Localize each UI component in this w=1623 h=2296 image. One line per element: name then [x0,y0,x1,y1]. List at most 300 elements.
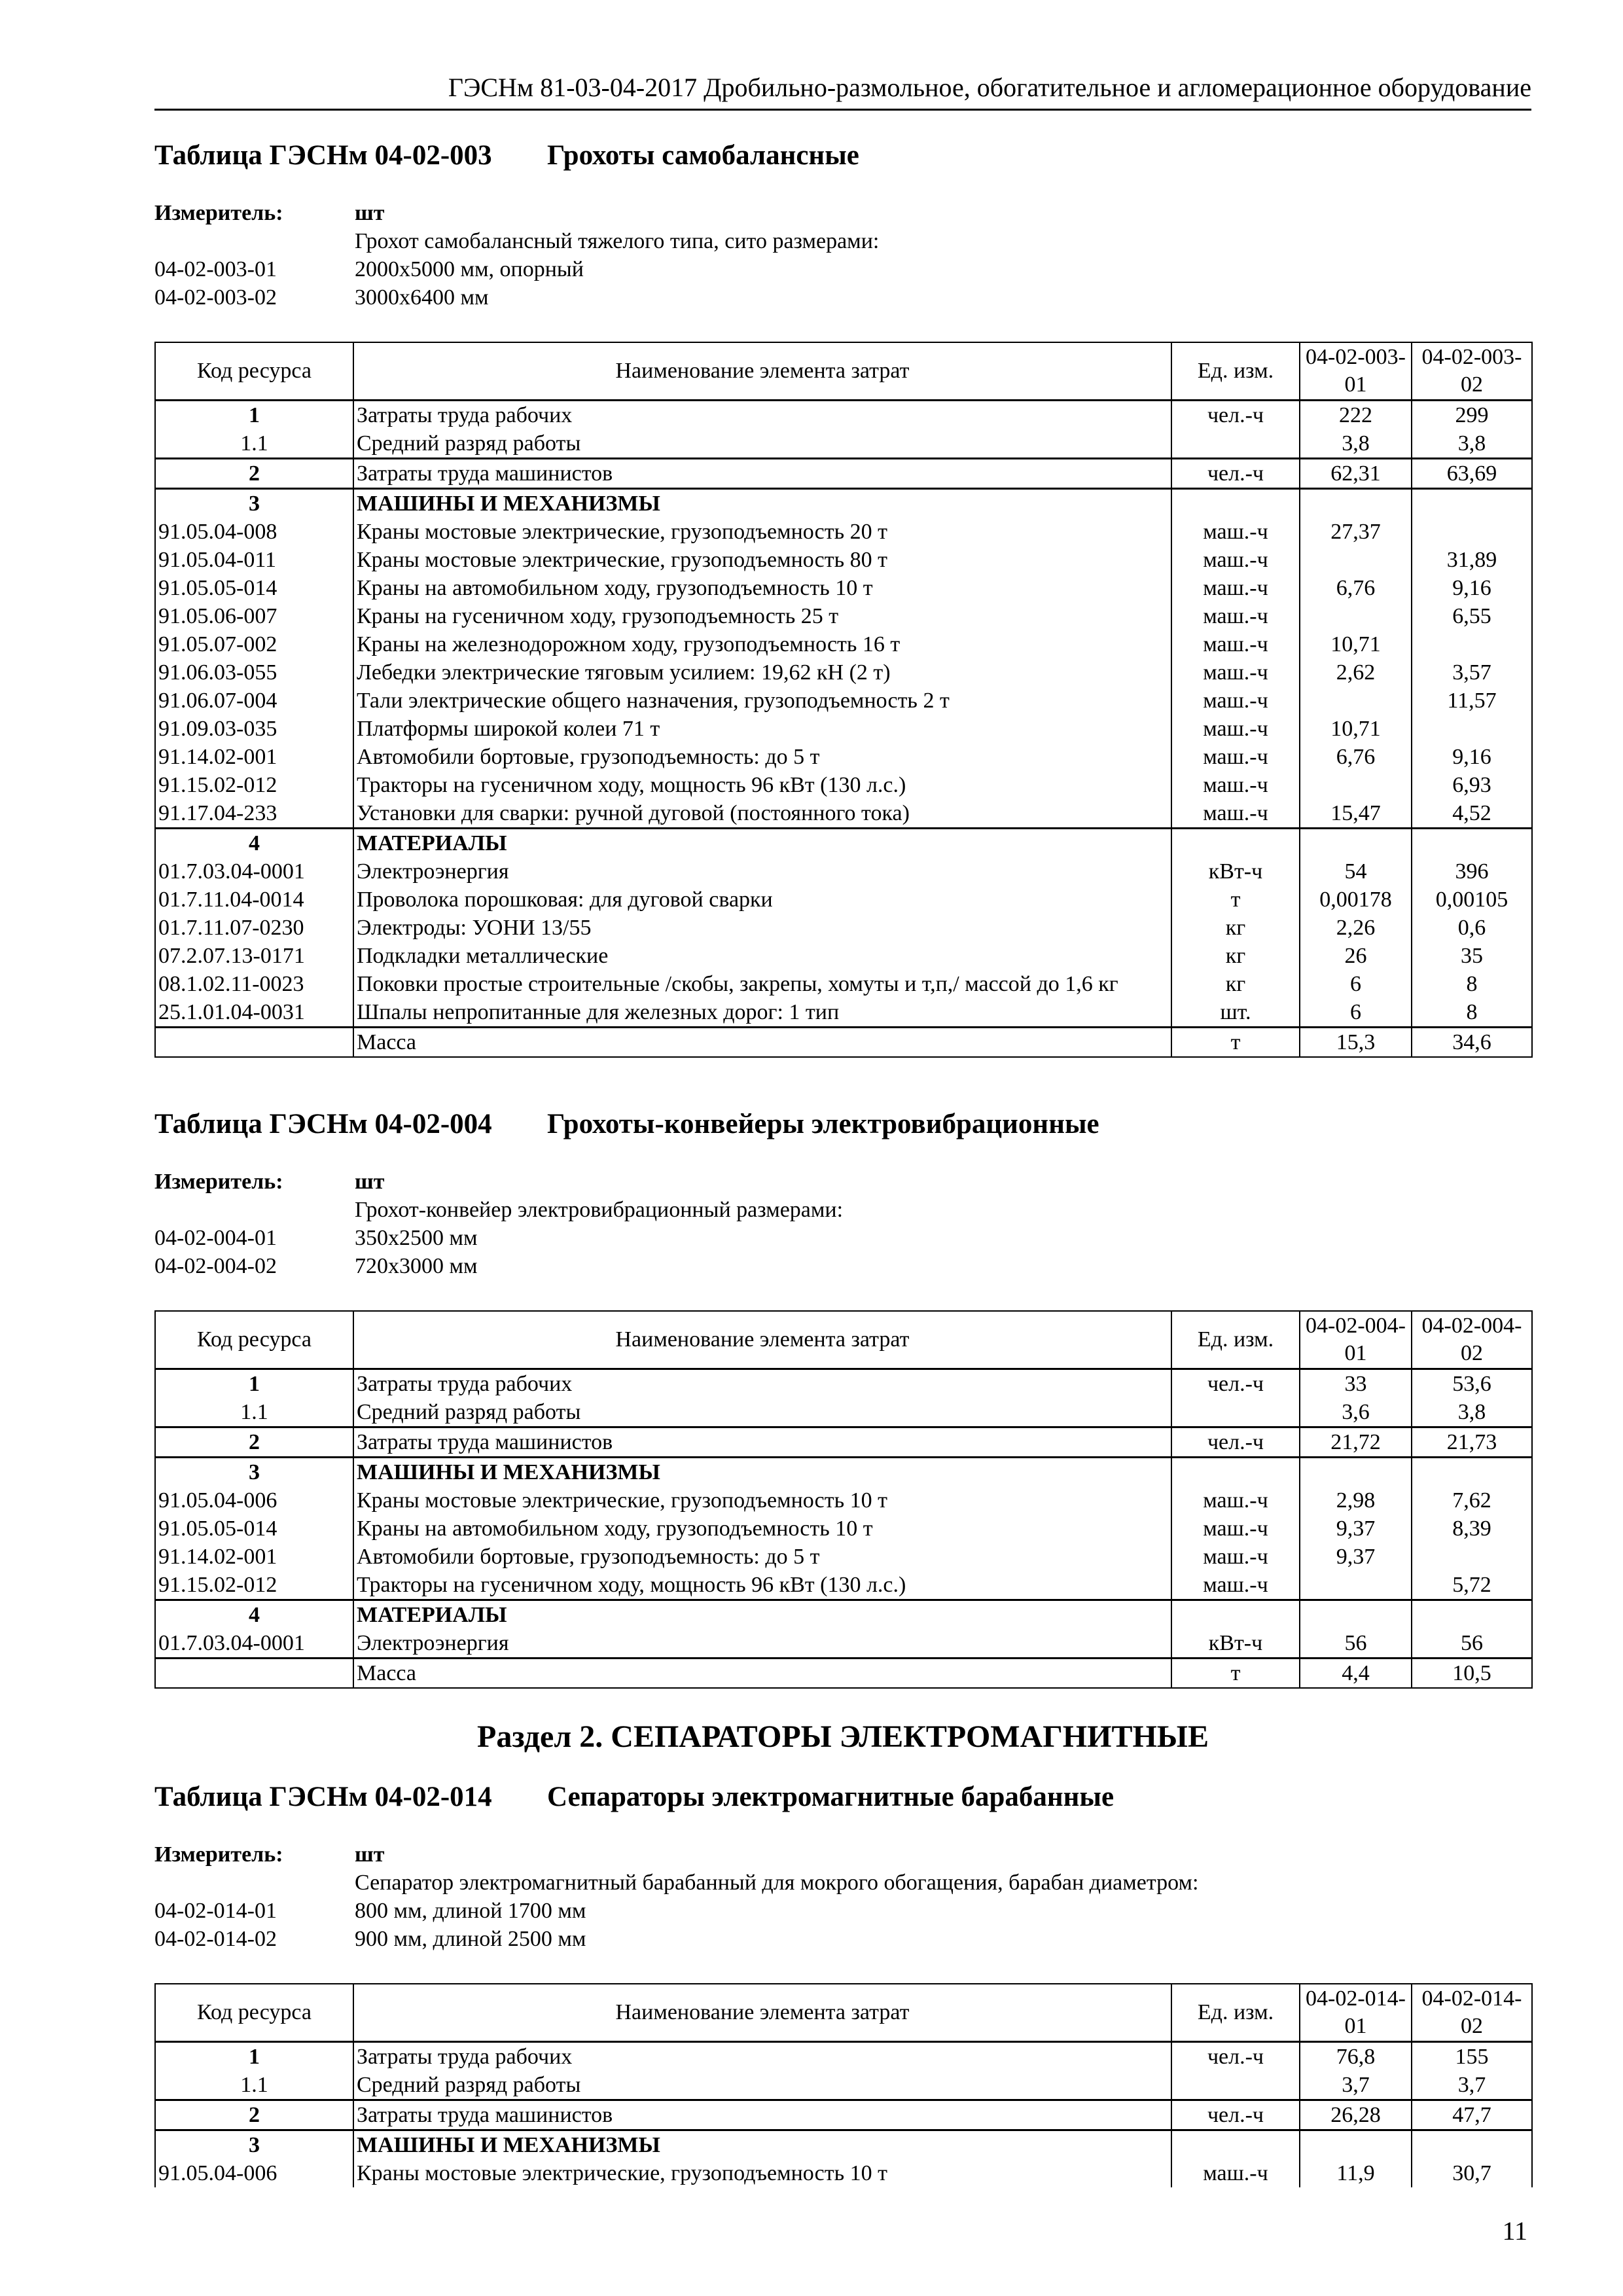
cell-unit: т [1171,1028,1300,1058]
variant-description: 800 мм, длиной 1700 мм [355,1899,586,1923]
cell-name: Электроды: УОНИ 13/55 [353,914,1171,942]
cell-value-b: 31,89 [1412,546,1532,574]
cell-code: 1 [155,1369,353,1399]
cell-value-b: 47,7 [1412,2100,1532,2130]
table-row [155,401,1532,430]
cell-name: Шпалы непропитанные для железных дорог: 1 тип [353,998,1171,1028]
cell-value-b: 7,62 [1412,1486,1532,1515]
cell-name: Электроэнергия [353,857,1171,886]
cell-unit [1171,489,1300,518]
variant-row [154,283,1531,312]
table-row [155,1486,1532,1515]
cell-unit: маш.-ч [1171,799,1300,829]
cell-name: Платформы широкой колеи 71 т [353,715,1171,743]
cell-value-b [1412,518,1532,546]
cell-unit: маш.-ч [1171,574,1300,602]
cell-code: 91.06.03-055 [155,658,353,687]
column-header-variant-a: 04-02-003-01 [1300,342,1412,401]
table-header-row [155,342,1532,401]
column-header-name: Наименование элемента затрат [353,1984,1171,2042]
cell-code: 91.15.02-012 [155,1571,353,1600]
cell-value-b: 11,57 [1412,687,1532,715]
cell-value-b: 396 [1412,857,1532,886]
cell-value-a: 2,26 [1300,914,1412,942]
cell-value-a: 56 [1300,1629,1412,1659]
cell-value-b: 9,16 [1412,574,1532,602]
table-row [155,630,1532,658]
table-row [155,429,1532,459]
cell-name: Затраты труда машинистов [353,2100,1171,2130]
column-header-code: Код ресурса [155,1311,353,1369]
cell-value-a: 33 [1300,1369,1412,1399]
meter-description: Грохот самобалансный тяжелого типа, сито размерами: [355,229,880,253]
cell-value-a: 54 [1300,857,1412,886]
table-number: Таблица ГЭСНм 04-02-014 [154,1782,492,1812]
column-header-name: Наименование элемента затрат [353,1311,1171,1369]
cell-value-a [1300,1458,1412,1487]
cell-value-a: 62,31 [1300,459,1412,489]
cell-code [155,1659,353,1689]
table-block-04-02-004 [154,1106,1531,1689]
cell-name: Краны на автомобильном ходу, грузоподъемность 10 т [353,1515,1171,1543]
cell-name: Краны на автомобильном ходу, грузоподъемность 10 т [353,574,1171,602]
meter-block [154,1840,1531,1953]
cell-unit: маш.-ч [1171,1515,1300,1543]
table-header-row [155,1984,1532,2042]
cell-value-b: 6,55 [1412,602,1532,630]
variant-row [154,1925,1531,1953]
cell-code: 2 [155,1427,353,1458]
table-row [155,489,1532,518]
cell-code: 01.7.03.04-0001 [155,1629,353,1659]
cell-code: 91.06.07-004 [155,687,353,715]
cell-value-a: 11,9 [1300,2159,1412,2187]
cell-name: Средний разряд работы [353,429,1171,459]
cell-value-a: 10,71 [1300,630,1412,658]
cell-name: Лебедки электрические тяговым усилием: 19,62 кН (2 т) [353,658,1171,687]
table-row [155,886,1532,914]
cell-code: 91.15.02-012 [155,771,353,799]
cell-value-a: 222 [1300,401,1412,430]
cell-value-b: 6,93 [1412,771,1532,799]
cell-value-b: 8 [1412,970,1532,998]
cell-code: 91.05.05-014 [155,1515,353,1543]
cell-value-a: 21,72 [1300,1427,1412,1458]
cell-value-b [1412,1458,1532,1487]
cost-table [154,342,1533,1058]
meter-row [154,1168,1531,1196]
cell-unit: маш.-ч [1171,743,1300,771]
variant-description: 3000х6400 мм [355,285,489,310]
cell-value-b [1412,630,1532,658]
meter-label: Измеритель: [154,1170,283,1194]
meter-description: Сепаратор электромагнитный барабанный для мокрого обогащения, барабан диаметром: [355,1871,1199,1895]
cell-unit: чел.-ч [1171,1427,1300,1458]
cell-unit: чел.-ч [1171,2100,1300,2130]
table-row [155,574,1532,602]
cell-unit [1171,1600,1300,1630]
table-number: Таблица ГЭСНм 04-02-003 [154,140,492,171]
table-name: Сепараторы электромагнитные барабанные [547,1782,1115,1812]
table-block-04-02-003 [154,137,1531,1058]
table-row [155,1659,1532,1689]
cell-name: МАТЕРИАЛЫ [353,829,1171,858]
cell-name: Автомобили бортовые, грузоподъемность: до 5 т [353,743,1171,771]
cell-value-b [1412,1600,1532,1630]
cell-unit [1171,1398,1300,1427]
cell-value-b: 8 [1412,998,1532,1028]
cell-value-a [1300,546,1412,574]
cell-unit [1171,1458,1300,1487]
cell-value-b [1412,829,1532,858]
cell-unit [1171,2130,1300,2160]
cell-unit: маш.-ч [1171,630,1300,658]
cell-unit: маш.-ч [1171,518,1300,546]
table-row [155,658,1532,687]
meter-row [154,199,1531,227]
meter-row [154,1196,1531,1224]
cell-name: Поковки простые строительные /скобы, закрепы, хомуты и т,п,/ массой до 1,6 кг [353,970,1171,998]
table-row [155,1458,1532,1487]
cell-code: 91.05.07-002 [155,630,353,658]
cell-unit: кг [1171,970,1300,998]
cell-unit: маш.-ч [1171,658,1300,687]
cell-name: Затраты труда рабочих [353,1369,1171,1399]
table-row [155,1571,1532,1600]
cell-code [155,1028,353,1058]
cell-code: 91.05.04-011 [155,546,353,574]
cell-code: 01.7.03.04-0001 [155,857,353,886]
cell-code: 2 [155,2100,353,2130]
cell-code: 1 [155,401,353,430]
cell-unit: маш.-ч [1171,1543,1300,1571]
variant-row [154,1224,1531,1252]
cell-code: 08.1.02.11-0023 [155,970,353,998]
table-name: Грохоты самобалансные [547,140,859,171]
cell-code: 91.05.06-007 [155,602,353,630]
cell-code: 91.14.02-001 [155,1543,353,1571]
table-number: Таблица ГЭСНм 04-02-004 [154,1109,492,1139]
cell-name: Установки для сварки: ручной дуговой (постоянного тока) [353,799,1171,829]
cell-value-a [1300,2130,1412,2160]
cell-code: 3 [155,2130,353,2160]
cell-value-a [1300,602,1412,630]
cell-value-b: 3,8 [1412,1398,1532,1427]
cell-code: 91.05.04-008 [155,518,353,546]
cell-code: 91.05.04-006 [155,2159,353,2187]
column-header-variant-b: 04-02-014-02 [1412,1984,1532,2042]
cell-unit: маш.-ч [1171,687,1300,715]
table-row [155,829,1532,858]
cell-unit [1171,429,1300,459]
table-block-04-02-014 [154,1779,1531,2187]
cell-value-b [1412,2130,1532,2160]
cell-value-b: 56 [1412,1629,1532,1659]
meter-unit: шт [355,1842,385,1867]
table-row [155,2130,1532,2160]
cell-name: Краны мостовые электрические, грузоподъемность 80 т [353,546,1171,574]
column-header-unit: Ед. изм. [1171,1984,1300,2042]
cell-code: 1.1 [155,2071,353,2100]
cell-unit: маш.-ч [1171,1486,1300,1515]
cell-name: Затраты труда рабочих [353,401,1171,430]
cell-name: Затраты труда машинистов [353,459,1171,489]
cell-name: Средний разряд работы [353,1398,1171,1427]
cell-code: 91.14.02-001 [155,743,353,771]
cell-value-a: 9,37 [1300,1515,1412,1543]
cell-unit: кг [1171,914,1300,942]
table-row [155,2100,1532,2130]
cell-value-a: 3,8 [1300,429,1412,459]
cell-code: 2 [155,459,353,489]
variant-description: 720х3000 мм [355,1254,478,1278]
table-row [155,1543,1532,1571]
cell-name: Масса [353,1659,1171,1689]
running-header: ГЭСНм 81-03-04-2017 Дробильно-размольное, обогатительное и агломерационное оборудование [448,73,1531,102]
cell-unit: маш.-ч [1171,715,1300,743]
cell-value-a [1300,1600,1412,1630]
variant-code: 04-02-003-02 [154,285,277,310]
cell-code: 01.7.11.07-0230 [155,914,353,942]
variant-description: 2000х5000 мм, опорный [355,257,584,281]
column-header-code: Код ресурса [155,342,353,401]
cell-code: 1 [155,2042,353,2072]
column-header-code: Код ресурса [155,1984,353,2042]
cell-unit: чел.-ч [1171,2042,1300,2072]
table-row [155,771,1532,799]
cell-name: Краны на железнодорожном ходу, грузоподъемность 16 т [353,630,1171,658]
table-row [155,2042,1532,2072]
cell-value-b: 53,6 [1412,1369,1532,1399]
table-row [155,1629,1532,1659]
cell-name: Краны мостовые электрические, грузоподъемность 10 т [353,2159,1171,2187]
cell-code: 25.1.01.04-0031 [155,998,353,1028]
page-number: 11 [1502,2216,1527,2246]
cell-code: 1.1 [155,1398,353,1427]
table-row [155,857,1532,886]
column-header-variant-b: 04-02-004-02 [1412,1311,1532,1369]
cell-value-a: 2,98 [1300,1486,1412,1515]
cell-code: 91.05.04-006 [155,1486,353,1515]
cell-value-b: 8,39 [1412,1515,1532,1543]
meter-row [154,1869,1531,1897]
meter-row [154,227,1531,255]
cell-value-a: 26 [1300,942,1412,970]
cell-value-b: 9,16 [1412,743,1532,771]
table-row [155,799,1532,829]
table-name: Грохоты-конвейеры электровибрационные [547,1109,1099,1139]
variant-row [154,255,1531,283]
cell-unit [1171,829,1300,858]
cell-value-a: 6 [1300,970,1412,998]
table-row [155,715,1532,743]
cell-name: Тракторы на гусеничном ходу, мощность 96 кВт (130 л.с.) [353,1571,1171,1600]
cell-code: 91.09.03-035 [155,715,353,743]
cell-name: Электроэнергия [353,1629,1171,1659]
cell-value-b: 35 [1412,942,1532,970]
meter-label: Измеритель: [154,1842,283,1867]
meter-description: Грохот-конвейер электровибрационный размерами: [355,1198,844,1222]
cell-name: Затраты труда рабочих [353,2042,1171,2072]
cell-value-a: 10,71 [1300,715,1412,743]
cell-value-b [1412,489,1532,518]
cell-value-a [1300,1571,1412,1600]
cell-value-a [1300,687,1412,715]
cell-value-b: 63,69 [1412,459,1532,489]
cell-name: МАШИНЫ И МЕХАНИЗМЫ [353,489,1171,518]
cell-value-b: 3,8 [1412,429,1532,459]
cell-code: 01.7.11.04-0014 [155,886,353,914]
table-row [155,1398,1532,1427]
cell-code: 4 [155,829,353,858]
cell-value-b: 4,52 [1412,799,1532,829]
cell-unit: т [1171,1659,1300,1689]
cell-value-a: 2,62 [1300,658,1412,687]
cell-value-b: 3,7 [1412,2071,1532,2100]
cell-unit [1171,2071,1300,2100]
table-title [154,137,1531,174]
variant-code: 04-02-004-01 [154,1226,277,1250]
table-row [155,2071,1532,2100]
column-header-variant-a: 04-02-014-01 [1300,1984,1412,2042]
table-row [155,2159,1532,2187]
cell-value-a [1300,489,1412,518]
cell-value-a [1300,771,1412,799]
variant-row [154,1252,1531,1280]
meter-unit: шт [355,201,385,225]
variant-row [154,1897,1531,1925]
meter-label: Измеритель: [154,201,283,225]
cell-name: МАТЕРИАЛЫ [353,1600,1171,1630]
meter-unit: шт [355,1170,385,1194]
cell-unit: кВт-ч [1171,857,1300,886]
cell-code: 3 [155,489,353,518]
cell-value-b: 0,00105 [1412,886,1532,914]
cell-code: 3 [155,1458,353,1487]
table-title [154,1106,1531,1143]
cell-value-b: 155 [1412,2042,1532,2072]
cell-value-b [1412,1543,1532,1571]
header-rule [154,109,1531,111]
cell-code: 4 [155,1600,353,1630]
cell-name: Проволока порошковая: для дуговой сварки [353,886,1171,914]
cell-value-b [1412,715,1532,743]
column-header-name: Наименование элемента затрат [353,342,1171,401]
variant-code: 04-02-014-01 [154,1899,277,1923]
cell-name: Автомобили бортовые, грузоподъемность: до 5 т [353,1543,1171,1571]
cell-value-a: 15,3 [1300,1028,1412,1058]
cell-name: Масса [353,1028,1171,1058]
cell-name: Затраты труда машинистов [353,1427,1171,1458]
table-row [155,602,1532,630]
cell-value-a: 0,00178 [1300,886,1412,914]
cell-name: Краны на гусеничном ходу, грузоподъемность 25 т [353,602,1171,630]
table-row [155,1515,1532,1543]
column-header-variant-b: 04-02-003-02 [1412,342,1532,401]
cell-unit: маш.-ч [1171,546,1300,574]
table-row [155,998,1532,1028]
meter-block [154,199,1531,312]
table-row [155,687,1532,715]
cell-value-b: 30,7 [1412,2159,1532,2187]
cell-value-a [1300,829,1412,858]
cell-value-b: 21,73 [1412,1427,1532,1458]
cell-value-a: 3,7 [1300,2071,1412,2100]
cell-value-b: 10,5 [1412,1659,1532,1689]
cell-name: Тракторы на гусеничном ходу, мощность 96 кВт (130 л.с.) [353,771,1171,799]
table-row [155,459,1532,489]
table-row [155,1427,1532,1458]
cost-table [154,1983,1533,2187]
cell-unit: шт. [1171,998,1300,1028]
table-title [154,1779,1531,1816]
cell-unit: маш.-ч [1171,2159,1300,2187]
cell-unit: кВт-ч [1171,1629,1300,1659]
variant-description: 900 мм, длиной 2500 мм [355,1927,586,1951]
meter-row [154,1840,1531,1869]
column-header-unit: Ед. изм. [1171,1311,1300,1369]
table-row [155,970,1532,998]
cell-unit: т [1171,886,1300,914]
table-row [155,518,1532,546]
cell-value-b: 34,6 [1412,1028,1532,1058]
table-row [155,1600,1532,1630]
table-row [155,942,1532,970]
cell-value-a: 26,28 [1300,2100,1412,2130]
cell-code: 07.2.07.13-0171 [155,942,353,970]
cell-name: Средний разряд работы [353,2071,1171,2100]
cell-value-a: 6,76 [1300,743,1412,771]
cell-value-a: 76,8 [1300,2042,1412,2072]
cell-name: Краны мостовые электрические, грузоподъемность 20 т [353,518,1171,546]
cell-name: МАШИНЫ И МЕХАНИЗМЫ [353,1458,1171,1487]
cost-table [154,1310,1533,1689]
section-title: Раздел 2. СЕПАРАТОРЫ ЭЛЕКТРОМАГНИТНЫЕ [477,1719,1209,1754]
cell-unit: маш.-ч [1171,771,1300,799]
table-row [155,546,1532,574]
table-row [155,743,1532,771]
cell-value-b: 3,57 [1412,658,1532,687]
cell-value-b: 5,72 [1412,1571,1532,1600]
cell-name: МАШИНЫ И МЕХАНИЗМЫ [353,2130,1171,2160]
column-header-variant-a: 04-02-004-01 [1300,1311,1412,1369]
cell-value-a: 6,76 [1300,574,1412,602]
cell-unit: маш.-ч [1171,602,1300,630]
cell-name: Подкладки металлические [353,942,1171,970]
cell-value-b: 299 [1412,401,1532,430]
cell-code: 91.05.05-014 [155,574,353,602]
column-header-unit: Ед. изм. [1171,342,1300,401]
cell-unit: маш.-ч [1171,1571,1300,1600]
cell-code: 91.17.04-233 [155,799,353,829]
cell-value-a: 6 [1300,998,1412,1028]
table-row [155,1028,1532,1058]
cell-unit: чел.-ч [1171,1369,1300,1399]
variant-code: 04-02-014-02 [154,1927,277,1951]
meter-block [154,1168,1531,1280]
cell-value-b: 0,6 [1412,914,1532,942]
variant-code: 04-02-004-02 [154,1254,277,1278]
variant-code: 04-02-003-01 [154,257,277,281]
table-row [155,914,1532,942]
cell-unit: кг [1171,942,1300,970]
variant-description: 350х2500 мм [355,1226,478,1250]
cell-code: 1.1 [155,429,353,459]
cell-value-a: 27,37 [1300,518,1412,546]
cell-value-a: 4,4 [1300,1659,1412,1689]
cell-unit: чел.-ч [1171,459,1300,489]
cell-value-a: 9,37 [1300,1543,1412,1571]
